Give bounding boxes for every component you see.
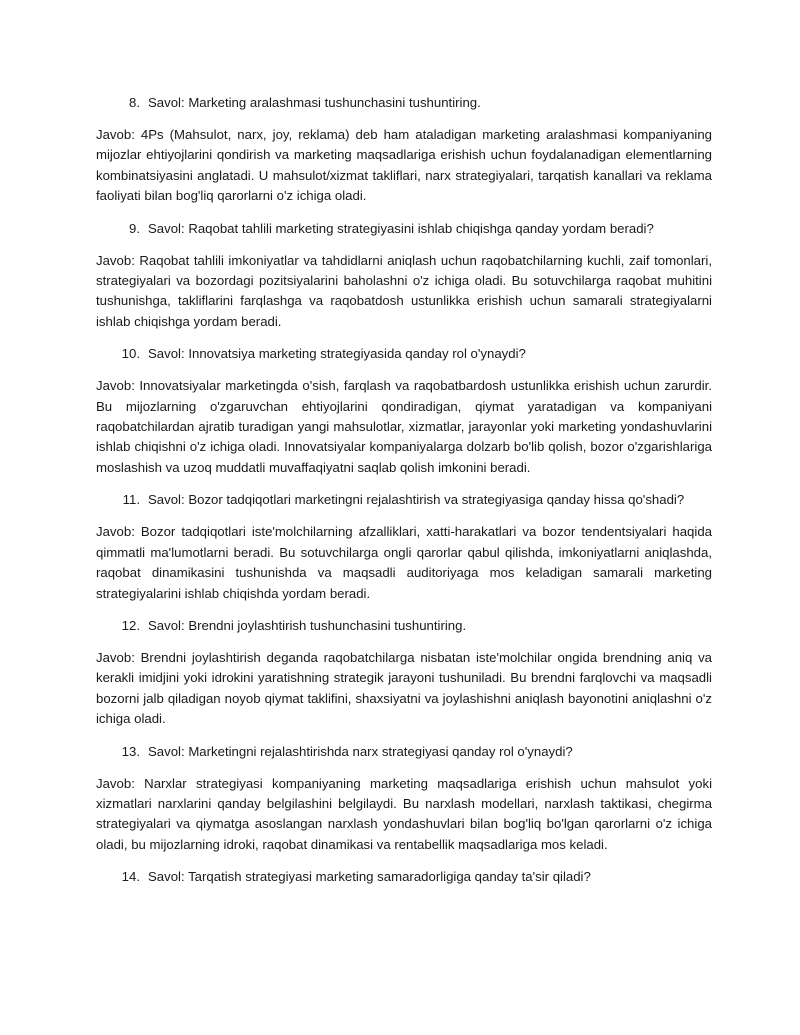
question-13 — [96, 741, 712, 762]
question-number: 11. — [122, 492, 140, 508]
question-number: 8. — [129, 95, 140, 110]
question-text: Savol: Tarqatish strategiyasi marketing samaradorligiga qanday ta'sir qiladi? — [148, 869, 591, 885]
qa-item-11 — [96, 489, 712, 604]
question-number: 9. — [129, 220, 140, 236]
answer-13: Javob: Narxlar strategiyasi kompaniyaning marketing maqsadlariga erishish uchun mahsulot yoki xizmatlari narxlarini qanday belgilashini belgilaydi. Bu narxlash modellari, narxlash taktikasi, chegirma strategiyalari va qiymatga asoslangan narxlash yondashuvlari bilan bog'liq bo'lgan qarorlarni o'z ichiga oladi, bu mijozlarning idroki, raqobat dinamikasi va rentabellik maqsadlariga mos keladi. — [96, 775, 712, 852]
question-text: Savol: Innovatsiya marketing strategiyasida qanday rol o'ynaydi? — [148, 346, 526, 362]
question-text: Savol: Brendni joylashtirish tushunchasini tushuntiring. — [148, 617, 467, 633]
answer-11: Javob: Bozor tadqiqotlari iste'molchilarning afzalliklari, xatti-harakatlari va bozor tendentsiyalari haqida qimmatli ma'lumotlarni beradi. Bu sotuvchilarga ongli qarorlar qabul qilishda, imkoniyatlarni aniqlashda, raqobat dinamikasini tushunishda va maqsadli auditoriyaga mos keladigan samarali marketing strategiyalarini ishlab chiqishda yordam beradi. — [96, 524, 712, 601]
question-number: 13. — [121, 743, 140, 759]
question-number: 12. — [121, 617, 140, 633]
answer-10: Javob: Innovatsiyalar marketingda o'sish, farqlash va raqobatbardosh ustunlikka erishish uchun zarurdir. Bu mijozlarning o'zgaruvchan ehtiyojlarini qondiradigan, qiymat yaratadigan va kompaniyani raqobatchilardan ajratib turadigan yangi mahsulotlar, xizmatlar, jarayonlar yoki marketing yondashuvlarini ishlab chiqishni o'z ichiga oladi. Innovatsiyalar kompaniyalarga dolzarb bo'lib qolish, bozor o'zgarishlariga moslashish va uzoq muddatli muvaffaqiyatni saqlab qolish imkonini beradi. — [96, 378, 712, 475]
qa-item-12 — [96, 615, 712, 730]
qa-item-9 — [96, 218, 712, 333]
question-8 — [96, 92, 712, 113]
question-14 — [96, 866, 712, 887]
question-9 — [96, 218, 712, 239]
qa-item-13 — [96, 741, 712, 856]
question-number: 10. — [121, 346, 140, 362]
question-10 — [96, 343, 712, 364]
question-number: 14. — [121, 869, 140, 885]
question-text: Savol: Marketing aralashmasi tushunchasini tushuntiring. — [148, 95, 481, 110]
answer-8: Javob: 4Ps (Mahsulot, narx, joy, reklama) deb ham ataladigan marketing aralashmasi kompaniyaning mijozlar ehtiyojlarini qondirish va marketing maqsadlariga erishish uchun foydalanadigan elementlarning kombinatsiyasini anglatadi. U mahsulot/xizmat takliflari, narx strategiyalari, tarqatish kanallari va reklama faoliyati bilan bog'liq qarorlarni o'z ichiga oladi. — [96, 127, 712, 204]
qa-item-8 — [96, 92, 712, 207]
question-text: Savol: Raqobat tahlili marketing strategiyasini ishlab chiqishga qanday yordam beradi? — [148, 220, 654, 236]
question-12 — [96, 615, 712, 636]
answer-12: Javob: Brendni joylashtirish deganda raqobatchilarga nisbatan iste'molchilar ongida brendning aniq va kerakli imidjini yoki idrokini yaratishning strategik jarayoni tushuniladi. Bu brendni farqlovchi va maqsadli bozorni jalb qiladigan noyob qiymat taklifini, shaxsiyatni va joylashishni aniqlash bayonotini aniqlashni o'z ichiga oladi. — [96, 649, 712, 727]
question-text: Savol: Bozor tadqiqotlari marketingni rejalashtirish va strategiyasiga qanday hissa qo'shadi? — [148, 492, 685, 508]
qa-item-10 — [96, 343, 712, 478]
qa-item-14 — [96, 866, 712, 887]
question-text: Savol: Marketingni rejalashtirishda narx strategiyasi qanday rol o'ynaydi? — [148, 743, 573, 759]
answer-9: Javob: Raqobat tahlili imkoniyatlar va tahdidlarni aniqlash uchun raqobatchilarning kuchli, zaif tomonlari, strategiyalari va bozordagi pozitsiyalarini baholashni o'z ichiga oladi. Bu sotuvchilarga raqobat muhitini tushunishga, takliflarini farqlashga va raqobatdosh ustunlikka erishish uchun samarali strategiyalarni ishlab chiqishga yordam beradi. — [96, 252, 712, 329]
question-11 — [96, 489, 712, 510]
